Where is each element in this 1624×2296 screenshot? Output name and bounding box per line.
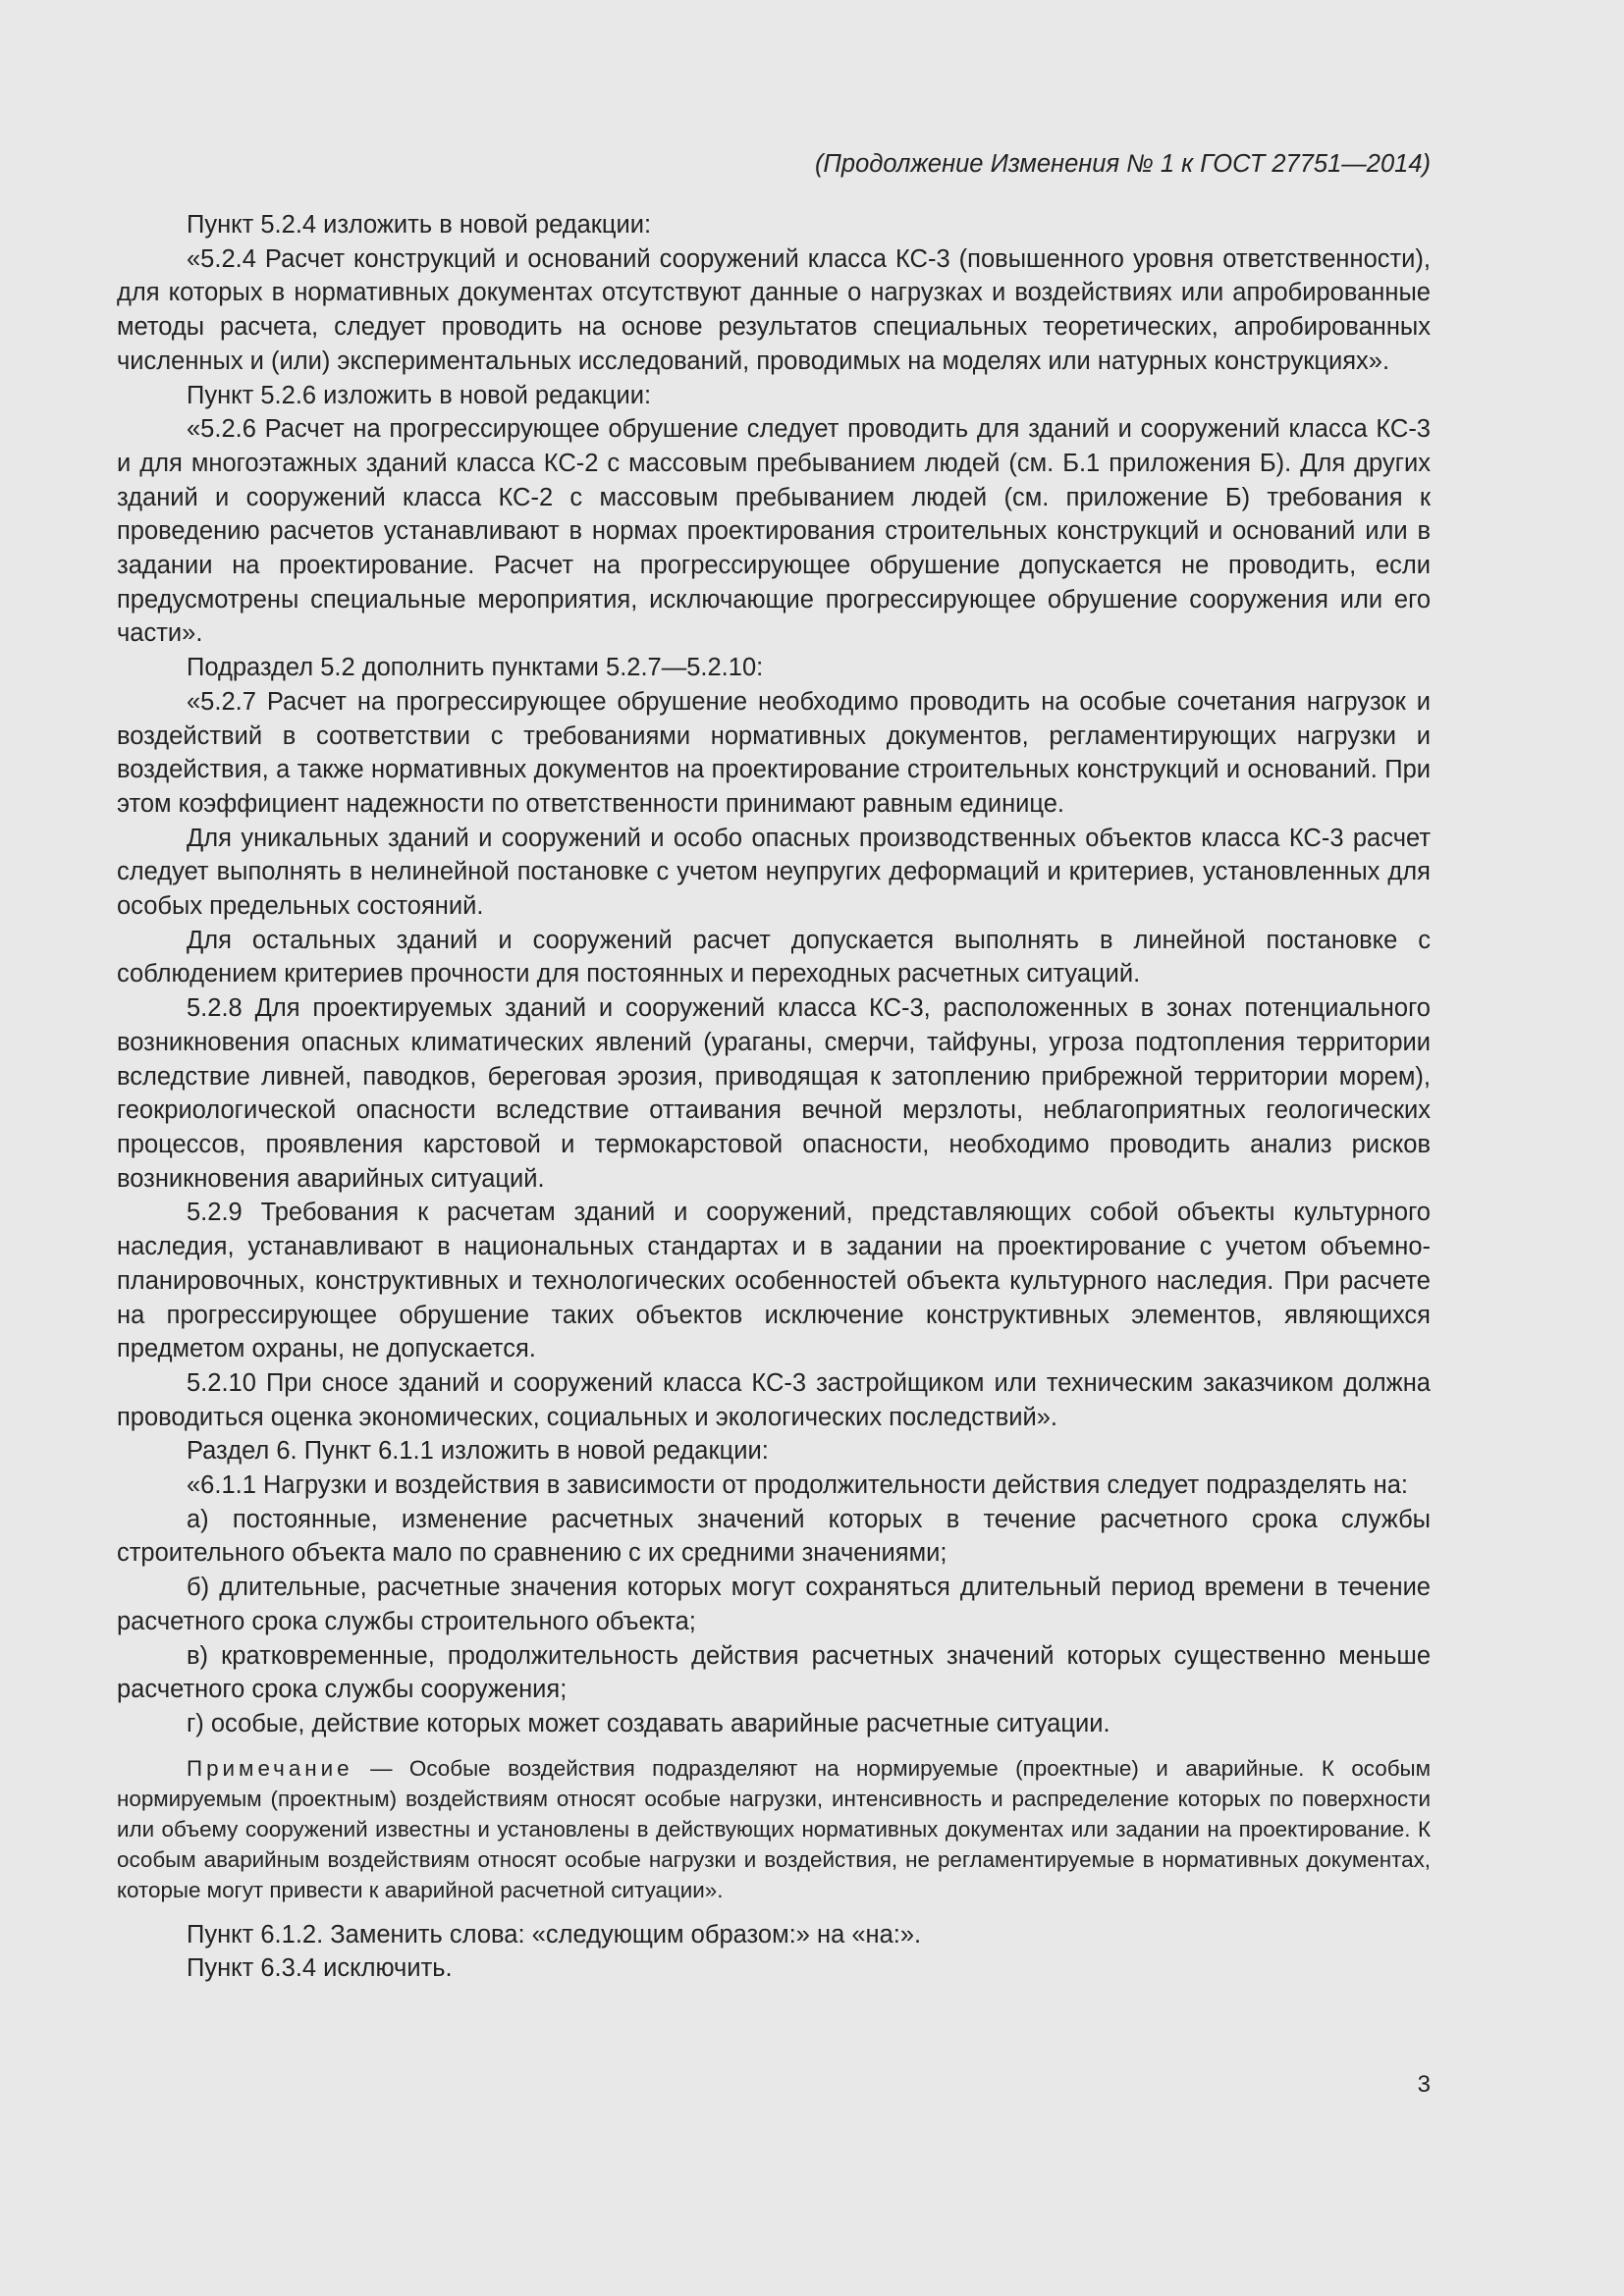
list-item: г) особые, действие которых может создавать аварийные расчетные ситуации.	[187, 1709, 1110, 1737]
paragraph: Пункт 5.2.6 изложить в новой редакции:	[187, 381, 652, 409]
paragraph: Для остальных зданий и сооружений расчет допускается выполнять в линейной постановке с соблюдением критериев прочности для постоянных и переходных расчетных ситуаций.	[117, 926, 1431, 988]
page-number: 3	[1417, 2071, 1431, 2098]
paragraph: «5.2.7 Расчет на прогрессирующее обрушение необходимо проводить на особые сочетания нагрузок и воздействий в соответствии с требованиями нормативных документов, регламентирующих нагрузки и воздействия, а также нормативных документов на проектирование строительных конструкций и оснований. При этом коэффициент надежности по ответственности принимают равным единице.	[117, 687, 1431, 818]
list-item: б) длительные, расчетные значения которых могут сохраняться длительный период времени в течение расчетного срока службы строительного объекта;	[117, 1574, 1431, 1635]
paragraph: Пункт 6.1.2. Заменить слова: «следующим образом:» на «на:».	[187, 1920, 922, 1949]
paragraph: 5.2.9 Требования к расчетам зданий и сооружений, представляющих собой объекты культурного наследия, устанавливают в национальных стандартах и в задании на проектирование с учетом объемно-планировочных, конструктивных и технологических особенностей объекта культурного наследия. При расчете на прогрессирующее обрушение таких объектов исключение конструктивных элементов, являющихся предметом охраны, не допускается.	[117, 1199, 1431, 1363]
document-body	[117, 208, 1431, 1986]
note-text: — Особые воздействия подразделяют на нормируемые (проектные) и аварийные. К особым нормируемым (проектным) воздействиям относят особые нагрузки, интенсивность и распределение которых по поверхности или объему сооружений известны и установлены в действующих нормативных документах или задании на проектирование. К особым аварийным воздействиям относят особые нагрузки и воздействия, не регламентируемые в нормативных документах, которые могут привести к аварийной расчетной ситуации».	[117, 1755, 1431, 1903]
paragraph: Раздел 6. Пункт 6.1.1 изложить в новой редакции:	[187, 1437, 769, 1466]
paragraph: Подраздел 5.2 дополнить пунктами 5.2.7—5.2.10:	[187, 654, 764, 682]
paragraph: Для уникальных зданий и сооружений и особо опасных производственных объектов класса КС-3 расчет следует выполнять в нелинейной постановке с учетом неупругих деформаций и критериев, установленных для особых предельных состояний.	[117, 824, 1431, 921]
paragraph: 5.2.8 Для проектируемых зданий и сооружений класса КС-3, расположенных в зонах потенциального возникновения опасных климатических явлений (ураганы, смерчи, тайфуны, угроза подтопления территории вследствие ливней, паводков, береговая эрозия, приводящая к затоплению прибрежной территории морем), геокриологической опасности вследствие оттаивания вечной мерзлоты, неблагоприятных геологических процессов, проявления карстовой и термокарстовой опасности, необходимо проводить анализ рисков возникновения аварийных ситуаций.	[117, 994, 1431, 1193]
paragraph: «5.2.6 Расчет на прогрессирующее обрушение следует проводить для зданий и сооружений класса КС-3 и для многоэтажных зданий класса КС-2 с массовым пребыванием людей (см. Б.1 приложения Б). Для других зданий и сооружений класса КС-2 с массовым пребыванием людей (см. приложение Б) требования к проведению расчетов устанавливают в нормах проектирования строительных конструкций и оснований или в задании на проектирование. Расчет на прогрессирующее обрушение допускается не проводить, если предусмотрены специальные мероприятия, исключающие прогрессирующее обрушение сооружения или его части».	[117, 415, 1431, 648]
list-item: в) кратковременные, продолжительность действия расчетных значений которых существенно меньше расчетного срока службы сооружения;	[117, 1641, 1431, 1704]
paragraph: «5.2.4 Расчет конструкций и оснований сооружений класса КС-3 (повышенного уровня ответственности), для которых в нормативных документах отсутствуют данные о нагрузках и воздействиях или апробированные методы расчета, следует проводить на основе результатов специальных теоретических, апробированных численных и (или) экспериментальных исследований, проводимых на моделях или натурных конструкциях».	[117, 244, 1431, 375]
list-item: а) постоянные, изменение расчетных значений которых в течение расчетного срока службы строительного объекта мало по сравнению с их средними значениями;	[117, 1505, 1431, 1568]
paragraph: 5.2.10 При сносе зданий и сооружений класса КС-3 застройщиком или техническим заказчиком должна проводиться оценка экономических, социальных и экологических последствий».	[117, 1368, 1431, 1431]
note-paragraph	[117, 1753, 1431, 1906]
paragraph: Пункт 5.2.4 изложить в новой редакции:	[187, 211, 652, 239]
paragraph: Пункт 6.3.4 исключить.	[187, 1954, 453, 1983]
continuation-header: (Продолжение Изменения № 1 к ГОСТ 27751—2014)	[814, 150, 1431, 178]
paragraph: «6.1.1 Нагрузки и воздействия в зависимости от продолжительности действия следует подразделять на:	[187, 1471, 1409, 1500]
note-label: Примечание	[187, 1755, 353, 1781]
